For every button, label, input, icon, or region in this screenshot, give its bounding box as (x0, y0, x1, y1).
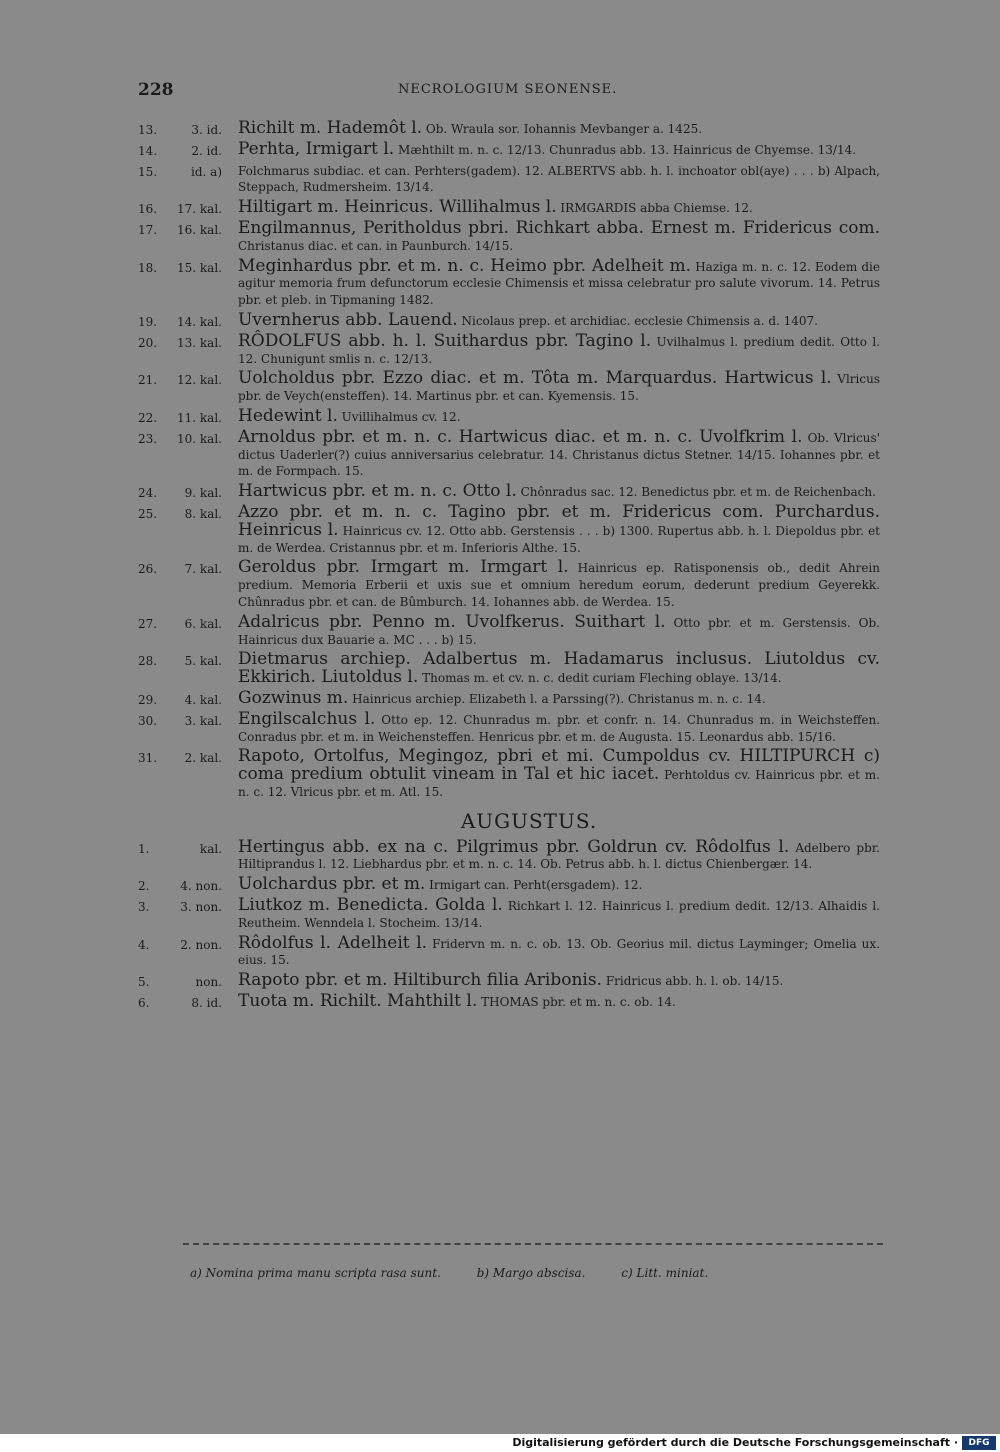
necrology-entry (138, 932, 880, 970)
entry-date: id. a) (191, 164, 222, 179)
entry-text (238, 330, 880, 368)
entry-names: Uolchardus pbr. et m. (238, 874, 426, 895)
entry-date: 15. kal. (177, 260, 222, 275)
necrology-entry (138, 559, 880, 610)
entry-notes: Uvilhalmus l. predium dedit. Otto l. 12. Chunigunt smlis n. c. 12/13. (238, 334, 880, 366)
entry-date: 9. kal. (184, 486, 222, 501)
entry-date: 3. kal. (184, 713, 222, 728)
entry-notes: Folchmarus subdiac. et can. Perhters(gadem). 12. ALBERTVS abb. h. l. inchoator obl(aye) . . . b) Alpach, Steppach, Rudmersheim. 13/14. (238, 163, 880, 195)
entry-names: Geroldus pbr. Irmgart m. Irmgart l. (238, 557, 569, 578)
entry-date: 4. non. (180, 879, 222, 894)
entry-notes: Uvillihalmus cv. 12. (341, 409, 461, 424)
entry-notes: Ob. Wraula sor. Iohannis Mevbanger a. 1425. (425, 122, 703, 136)
necrology-entry (138, 651, 880, 687)
entry-number: 23. (138, 431, 158, 446)
entry-date: 4. kal. (184, 692, 222, 707)
entry-text (238, 309, 880, 330)
entry-names: Gozwinus m. (238, 687, 349, 708)
entry-number: 5. (138, 975, 150, 990)
entry-names: Perhta, Irmigart l. (238, 138, 395, 159)
entry-notes: Chônradus sac. 12. Benedictus pbr. et m. de Reichenbach. (520, 485, 876, 500)
entry-date: non. (195, 975, 222, 990)
entry-notes: Otto pbr. et m. Gerstensis. Ob. Hainricus dux Bauarie a. MC . . . b) 15. (238, 615, 880, 647)
entry-notes: Richkart l. 12. Hainricus l. predium dedit. 12/13. Alhaidis l. Reutheim. Wenndela l. Stocheim. 13/14. (238, 899, 880, 930)
entry-names: Meginhardus pbr. et m. n. c. Heimo pbr. Adelheit m. (238, 255, 692, 276)
entry-text (238, 370, 880, 405)
entry-notes: Nicolaus prep. et archidiac. ecclesie Chimensis a. d. 1407. (461, 313, 818, 328)
footnote-b: b) Margo abscisa. (476, 1266, 586, 1280)
page-number: 228 (138, 80, 174, 100)
entry-date: 11. kal. (177, 410, 222, 425)
entry-names: Adalricus pbr. Penno m. Uvolfkerus. Suithart l. (238, 611, 666, 632)
entry-notes: Irmigart can. Perht(ersgadem). 12. (429, 878, 643, 893)
entry-names: Azzo pbr. et m. n. c. Tagino pbr. et m. Fridericus com. Purchardus. Heinricus l. (238, 501, 880, 540)
section-heading-august: AUGUSTUS. (460, 808, 598, 833)
entry-number: 26. (138, 562, 158, 577)
entry-names: Rapoto pbr. et m. Hiltiburch filia Aribonis. (238, 970, 602, 991)
entry-names: Tuota m. Richilt. Mahthilt l. (238, 991, 478, 1012)
entry-number: 3. (138, 900, 150, 915)
entry-text (238, 748, 880, 800)
necrology-entry (138, 611, 880, 649)
entry-text (238, 199, 880, 217)
entry-date: 5. kal. (184, 654, 222, 669)
july-entries (138, 120, 880, 801)
entry-number: 31. (138, 751, 158, 766)
entry-text (238, 972, 880, 990)
entry-number: 25. (138, 506, 158, 521)
entry-date: 13. kal. (177, 335, 222, 350)
entry-date: 7. kal. (184, 562, 222, 577)
necrology-entry (138, 426, 880, 480)
entry-date: 3. non. (180, 900, 222, 915)
entry-notes: Christanus diac. et can. in Paunburch. 14/15. (238, 238, 514, 253)
entry-text (238, 993, 880, 1011)
necrology-entry (138, 483, 880, 501)
entry-number: 21. (138, 373, 158, 388)
entry-names: Arnoldus pbr. et m. n. c. Hartwicus diac. et m. n. c. Uvolfkrim l. (238, 426, 803, 447)
entry-date: 10. kal. (177, 431, 222, 446)
entry-number: 30. (138, 713, 158, 728)
entry-number: 15. (138, 164, 158, 179)
necrology-entry (138, 708, 880, 746)
entry-names: Hertingus abb. ex na c. Pilgrimus pbr. Goldrun cv. Rôdolfus l. (238, 836, 790, 857)
entry-number: 28. (138, 654, 158, 669)
entry-notes: Hainricus cv. 12. Otto abb. Gerstensis . . . b) 1300. Rupertus abb. h. l. Diepoldus pbr. et m. de Werdea. Cristannus pbr. et m. Inferioris Althe. 15. (238, 523, 880, 555)
entry-text (238, 836, 880, 874)
entry-text (238, 483, 880, 501)
necrology-entry (138, 370, 880, 405)
entry-number: 19. (138, 314, 158, 329)
entry-notes: THOMAS pbr. et m. n. c. ob. 14. (481, 995, 676, 1010)
entry-number: 20. (138, 335, 158, 350)
footer-funding-text: Digitalisierung gefördert durch die Deutsche Forschungsgemeinschaft · (512, 1436, 958, 1449)
entry-text (238, 255, 880, 309)
dfg-logo: DFG (962, 1436, 996, 1450)
entry-date: 2. id. (191, 143, 222, 158)
entry-date: 2. non. (180, 937, 222, 952)
footnotes (190, 1266, 740, 1280)
necrology-entry (138, 330, 880, 368)
entry-number: 6. (138, 996, 150, 1011)
entry-text (238, 120, 880, 138)
august-entries (138, 836, 880, 1012)
necrology-entry (138, 876, 880, 894)
necrology-entry (138, 217, 880, 255)
entry-number: 22. (138, 410, 158, 425)
entry-text (238, 217, 880, 255)
entry-number: 24. (138, 486, 158, 501)
entry-text (238, 559, 880, 610)
necrology-entry (138, 993, 880, 1011)
necrology-entry (138, 836, 880, 874)
entry-text (238, 611, 880, 649)
necrology-entry (138, 972, 880, 990)
entry-number: 18. (138, 260, 158, 275)
entry-date: 3. id. (191, 123, 222, 137)
necrology-entry (138, 309, 880, 330)
entry-notes: Thomas m. et cv. n. c. dedit curiam Fleching oblaye. 13/14. (422, 671, 782, 686)
entry-number: 1. (138, 841, 150, 856)
entry-text (238, 708, 880, 746)
entry-date: 8. id. (191, 996, 222, 1011)
page-header (138, 80, 878, 104)
entry-number: 17. (138, 222, 158, 237)
entry-notes: Otto ep. 12. Chunradus m. pbr. et confr. n. 14. Chunradus m. in Weichsteffen. Conradus pbr. et m. in Weichensteffen. Henricus pbr. et m. de Augusta. 15. Leonardus abb. 15/16. (238, 712, 880, 744)
entry-names: Richilt m. Hademôt l. (238, 118, 423, 138)
necrology-entry (138, 687, 880, 708)
entry-number: 29. (138, 692, 158, 707)
entry-text (238, 687, 880, 708)
entry-notes: Fridricus abb. h. l. ob. 14/15. (605, 974, 784, 989)
entry-notes: Perhtoldus cv. Hainricus pbr. et m. n. c. 12. Vlricus pbr. et m. Atl. 15. (238, 768, 880, 799)
entry-names: Hedewint l. (238, 405, 338, 426)
entry-date: 17. kal. (177, 202, 222, 217)
necrology-entry (138, 501, 880, 556)
entry-notes: Hainricus ep. Ratisponensis ob., dedit Ahrein predium. Memoria Erberii et uxis sue et omnium heredum eorum, dederunt predium Geyerekk. Chûnradus pbr. et can. de Bûmburch. 14. Iohannes abb. de Werdea. 15. (238, 561, 880, 609)
entry-number: 14. (138, 143, 158, 158)
entry-names: Uvernherus abb. Lauend. (238, 309, 458, 330)
entry-text (238, 405, 880, 426)
entry-names: Rapoto, Ortolfus, Megingoz, pbri et mi. Cumpoldus cv. HILTIPURCH c) coma predium obtulit vineam in Tal et hic iacet. (238, 746, 880, 785)
running-title: NECROLOGIUM SEONENSE. (398, 82, 618, 97)
entry-text (238, 897, 880, 932)
entry-number: 27. (138, 616, 158, 631)
entry-names: Engilscalchus l. (238, 708, 376, 729)
entry-text (238, 138, 880, 159)
entry-names: Hartwicus pbr. et m. n. c. Otto l. (238, 481, 517, 502)
entry-number: 4. (138, 937, 150, 952)
necrology-entry (138, 162, 880, 197)
entry-names: RÔDOLFUS abb. h. l. Suithardus pbr. Tagino l. (238, 330, 652, 351)
entry-number: 2. (138, 879, 150, 894)
necrology-entry (138, 199, 880, 217)
entry-notes: Adelbero pbr. Hiltiprandus l. 12. Liebhardus pbr. et m. n. c. 14. Ob. Petrus abb. h. l. dictus Chienbergær. 14. (238, 840, 880, 872)
entry-names: Hiltigart m. Heinricus. Willihalmus l. (238, 197, 557, 218)
necrology-entry (138, 897, 880, 932)
necrology-entry (138, 255, 880, 309)
entry-text (238, 876, 880, 894)
entry-notes: Fridervn m. n. c. ob. 13. Ob. Georius mil. dictus Layminger; Omelia ux. eius. 15. (238, 936, 880, 968)
entry-names: Liutkoz m. Benedicta. Golda l. (238, 895, 503, 916)
footnote-c: c) Litt. miniat. (621, 1266, 709, 1280)
entry-notes: Hainricus archiep. Elizabeth l. a Parssing(?). Christanus m. n. c. 14. (352, 691, 766, 706)
entry-text (238, 651, 880, 687)
necrology-entries (138, 120, 880, 1014)
entry-date: 12. kal. (177, 373, 222, 388)
entry-date: 6. kal. (184, 616, 222, 631)
entry-text (238, 162, 880, 197)
entry-notes: Mæhthilt m. n. c. 12/13. Chunradus abb. 13. Hainricus de Chyemse. 13/14. (398, 142, 857, 157)
necrology-entry (138, 120, 880, 138)
entry-number: 16. (138, 202, 158, 217)
entry-notes: Vlricus pbr. de Veych(ensteffen). 14. Martinus pbr. et can. Kyemensis. 15. (238, 372, 880, 404)
entry-notes: IRMGARDIS abba Chiemse. 12. (560, 201, 753, 216)
entry-names: Uolcholdus pbr. Ezzo diac. et m. Tôta m. Marquardus. Hartwicus l. (238, 368, 832, 389)
entry-date: 8. kal. (184, 506, 222, 521)
entry-text (238, 932, 880, 970)
entry-date: 14. kal. (177, 314, 222, 329)
entry-number: 13. (138, 123, 158, 137)
footer-bar (0, 1434, 1000, 1452)
entry-names: Rôdolfus l. Adelheit l. (238, 932, 428, 953)
entry-text (238, 426, 880, 480)
footnote-a: a) Nomina prima manu scripta rasa sunt. (190, 1266, 441, 1280)
entry-notes: Ob. Vlricus' dictus Uaderler(?) cuius anniversarius celebratur. 14. Christanus dictus Stetner. 14/15. Iohannes pbr. et m. de Formpach. 15. (238, 430, 880, 479)
entry-notes: Haziga m. n. c. 12. Eodem die agitur memoria frum defunctorum ecclesie Chimensis et missa celebratur pro salute vivorum. 14. Petrus pbr. et pleb. in Tipmaning 1482. (238, 259, 880, 308)
necrology-entry (138, 138, 880, 159)
entry-date: kal. (199, 841, 222, 856)
necrology-entry (138, 748, 880, 800)
necrology-entry (138, 405, 880, 426)
separator-rule (183, 1243, 883, 1253)
entry-date: 16. kal. (177, 222, 222, 237)
entry-names: Dietmarus archiep. Adalbertus m. Hadamarus inclusus. Liutoldus cv. Ekkirich. Liutoldus l. (238, 649, 880, 688)
entry-names: Engilmannus, Peritholdus pbri. Richkart abba. Ernest m. Fridericus com. (238, 217, 880, 238)
entry-date: 2. kal. (184, 751, 222, 766)
entry-text (238, 501, 880, 556)
